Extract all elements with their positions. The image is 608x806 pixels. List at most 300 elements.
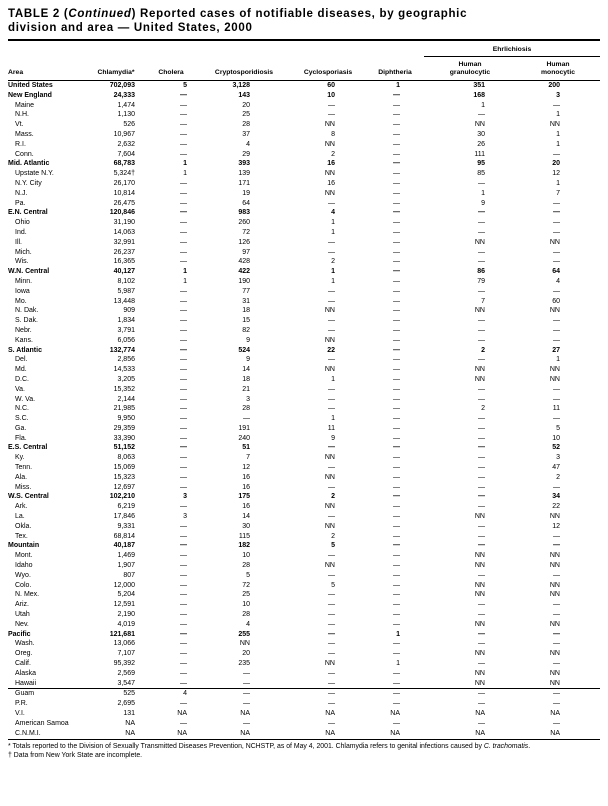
cell-value: — [180, 219, 187, 227]
cell-value: 1 [331, 277, 335, 285]
cell-value: — [328, 571, 335, 579]
cell-value: — [180, 238, 187, 246]
table-row [8, 385, 600, 395]
cell-value: — [478, 326, 485, 334]
cell-value: NN [324, 503, 335, 511]
cell-value: — [393, 640, 400, 648]
cell-value: 2,144 [117, 395, 135, 403]
cell-value: 168 [473, 91, 485, 99]
cell-value: 175 [238, 493, 250, 501]
col-header-cryptosporidiosis: Cryptosporidiosis [198, 57, 290, 81]
table-row [8, 277, 600, 287]
cell-value: NN [239, 640, 250, 648]
cell-value: 702,093 [109, 82, 135, 89]
cell-value: — [393, 620, 400, 628]
cell-value: 2,632 [117, 140, 135, 148]
area-label: P.R. [15, 700, 28, 708]
cell-value: 77 [242, 287, 250, 295]
area-label: Mountain [8, 542, 40, 550]
cell-value: 102,210 [109, 493, 135, 501]
cell-value: — [328, 611, 335, 619]
cell-value: — [553, 571, 560, 579]
title-continued: Continued [68, 8, 132, 20]
cell-value: — [393, 336, 400, 344]
cell-value: — [180, 179, 187, 187]
table-row [8, 287, 600, 297]
area-label: Nebr. [15, 326, 32, 334]
area-label: Wash. [15, 640, 35, 648]
area-label: N. Dak. [15, 307, 39, 315]
cell-value: — [516, 689, 600, 699]
cell-value: NN [324, 454, 335, 462]
area-label: Iowa [15, 287, 30, 295]
area-label: Idaho [15, 562, 33, 570]
cell-value: — [478, 522, 485, 530]
cell-value: NN [474, 669, 485, 677]
cell-value: NN [549, 650, 560, 658]
area-label: Hawaii [15, 679, 37, 687]
table-row [8, 150, 600, 160]
cell-value: 3,205 [117, 375, 135, 383]
cell-value: NA [390, 729, 400, 737]
cell-value: — [393, 562, 400, 570]
table-row [8, 110, 600, 120]
cell-value: 14,533 [113, 366, 135, 374]
cell-value: — [180, 405, 187, 413]
area-label: Ala. [15, 473, 28, 481]
area-label: Miss. [15, 483, 32, 491]
area-label: Mass. [15, 130, 34, 138]
cell-value: 1 [556, 140, 560, 148]
cell-value: 82 [242, 326, 250, 334]
area-label: Kans. [15, 336, 33, 344]
cell-value: — [478, 532, 485, 540]
cell-value: — [478, 317, 485, 325]
cell-value: 7,604 [117, 150, 135, 158]
cell-value: 27 [552, 346, 560, 354]
cell-value: 1 [556, 130, 560, 138]
table-row [8, 492, 600, 502]
cell-value: — [393, 111, 400, 119]
cell-value: — [393, 160, 400, 168]
cell-value: 5 [331, 581, 335, 589]
cell-value: NN [324, 121, 335, 129]
cell-value: — [180, 464, 187, 472]
cell-value: NN [324, 366, 335, 374]
area-label: W. Va. [15, 395, 36, 403]
cell-value: — [478, 444, 485, 452]
cell-value: 18 [242, 307, 250, 315]
cell-value: 393 [238, 160, 250, 168]
cell-value: — [180, 434, 187, 442]
cell-value: — [180, 454, 187, 462]
cell-value: 86 [477, 268, 485, 276]
cell-value: 2 [556, 473, 560, 481]
cell-value: — [393, 513, 400, 521]
cell-value: — [478, 248, 485, 256]
cell-value: — [180, 581, 187, 589]
cell-value: — [180, 552, 187, 560]
cell-value: — [328, 650, 335, 658]
cell-value: 10,967 [113, 130, 135, 138]
cell-value: 95 [477, 160, 485, 168]
cell-value: 31 [242, 297, 250, 305]
cell-value: NN [474, 620, 485, 628]
table-row [8, 483, 600, 493]
footnotes [8, 742, 600, 760]
area-label: D.C. [15, 375, 29, 383]
area-label: Alaska [15, 669, 37, 677]
cell-value: 1 [331, 219, 335, 227]
cell-value: — [180, 522, 187, 530]
cell-value: 60 [327, 82, 335, 89]
cell-value: 22 [552, 503, 560, 511]
cell-value: 1 [331, 375, 335, 383]
cell-value: — [553, 219, 560, 227]
cell-value: 2 [331, 258, 335, 266]
cell-value: NA [475, 710, 485, 717]
cell-value: — [393, 444, 400, 452]
cell-value: 10 [552, 434, 560, 442]
area-label: Mich. [15, 248, 32, 256]
cell-value: 3 [183, 513, 187, 521]
cell-value: — [478, 356, 485, 364]
title-line2: division and area — United States, 2000 [8, 22, 253, 34]
cell-value: 422 [238, 268, 250, 276]
cell-value: 5,204 [117, 591, 135, 599]
table-row [8, 729, 600, 739]
cell-value: 1 [556, 356, 560, 364]
col-header-line: Human [546, 61, 570, 68]
area-label: N.Y. City [15, 179, 42, 187]
cell-value: 12,697 [113, 483, 135, 491]
table-row [8, 248, 600, 258]
cell-value: — [180, 503, 187, 511]
cell-value: — [553, 415, 560, 423]
cell-value: — [180, 395, 187, 403]
cell-value: 4 [331, 209, 335, 217]
cell-value: — [180, 483, 187, 491]
cell-value: 95,392 [113, 660, 135, 668]
cell-value: — [393, 454, 400, 462]
cell-value: — [393, 552, 400, 560]
cell-value: 12 [552, 170, 560, 178]
table-row [8, 228, 600, 238]
title-suffix: ) Reported cases of notifiable diseases, by geographic [131, 8, 468, 20]
cell-value: — [328, 640, 335, 648]
cell-value: — [478, 542, 485, 550]
cell-value: — [553, 258, 560, 266]
cell-value: 26,475 [113, 199, 135, 207]
area-label: United States [8, 82, 53, 89]
cell-value: — [328, 719, 335, 727]
table-row [8, 199, 600, 209]
cell-value: — [180, 601, 187, 609]
area-label: Utah [15, 611, 30, 619]
title-rule [8, 39, 600, 41]
col-header-line: granulocytic [449, 69, 491, 76]
cell-value: 7 [481, 297, 485, 305]
cell-value: — [180, 297, 187, 305]
cell-value: 1 [556, 179, 560, 187]
cell-value: 51 [242, 444, 250, 452]
cell-value: — [180, 287, 187, 295]
cell-value: 8,063 [117, 454, 135, 462]
cell-value: NN [549, 581, 560, 589]
cell-value: 2 [481, 346, 485, 354]
cell-value: 120,846 [109, 209, 135, 217]
table-row [8, 336, 600, 346]
cell-value: 21,985 [113, 405, 135, 413]
cell-value: — [553, 542, 560, 550]
cell-value: — [328, 111, 335, 119]
cell-value: — [478, 483, 485, 491]
cell-value: — [393, 611, 400, 619]
cell-value: 17,846 [113, 513, 135, 521]
cell-value: 1 [331, 268, 335, 276]
area-label: Mont. [15, 552, 33, 560]
cell-value: 18 [242, 375, 250, 383]
cell-value: 1,469 [117, 552, 135, 560]
cell-value: 85 [477, 170, 485, 178]
cell-value: — [393, 719, 400, 727]
cell-value: — [366, 689, 424, 699]
cell-value: 1 [331, 415, 335, 423]
cell-value: 4 [556, 277, 560, 285]
cell-value: — [393, 317, 400, 325]
table-row [8, 120, 600, 130]
table-row [8, 267, 600, 277]
cell-value: 47 [552, 464, 560, 472]
cell-value: 64 [242, 199, 250, 207]
cell-value: — [553, 601, 560, 609]
cell-value: 4 [246, 620, 250, 628]
cell-value: — [180, 444, 187, 452]
cell-value: 5 [331, 542, 335, 550]
cell-value: 16 [327, 160, 335, 168]
cell-value: 7 [556, 189, 560, 197]
cell-value: NN [474, 307, 485, 315]
cell-value: 29 [242, 150, 250, 158]
cell-value: — [553, 385, 560, 393]
area-label: W.N. Central [8, 268, 50, 276]
table-row [8, 581, 600, 591]
cell-value: 5 [556, 424, 560, 432]
area-label: N.C. [15, 405, 29, 413]
cell-value: NN [474, 375, 485, 383]
cell-value: — [478, 415, 485, 423]
cell-value: 16 [242, 503, 250, 511]
cell-value: — [478, 493, 485, 501]
cell-value: — [393, 91, 400, 99]
cell-value: 12 [552, 522, 560, 530]
table-row [8, 600, 600, 610]
cell-value: 31,190 [113, 219, 135, 227]
cell-value: — [180, 228, 187, 236]
area-label: C.N.M.I. [15, 729, 41, 737]
cell-value: 2 [481, 405, 485, 413]
area-label: R.I. [15, 140, 26, 148]
cell-value: — [393, 121, 400, 129]
cell-value: — [328, 199, 335, 207]
cell-value: — [180, 307, 187, 315]
col-header-human-monocytic [516, 57, 600, 81]
cell-value: 8,102 [117, 277, 135, 285]
col-header-line: monocytic [541, 69, 575, 76]
cell-value: NN [474, 513, 485, 521]
table-row [8, 649, 600, 659]
cell-value: 5,987 [117, 287, 135, 295]
cell-value: 6,219 [117, 503, 135, 511]
area-label: Pa. [15, 199, 26, 207]
cell-value: NA [325, 729, 335, 737]
cell-value: — [180, 571, 187, 579]
cell-value: — [553, 150, 560, 158]
cell-value: — [180, 356, 187, 364]
table-row [8, 590, 600, 600]
area-label: Del. [15, 356, 28, 364]
cell-value: 7 [246, 454, 250, 462]
cell-value: 139 [238, 170, 250, 178]
cell-value: — [478, 179, 485, 187]
cell-value: — [393, 268, 400, 276]
cell-value: 28 [242, 405, 250, 413]
cell-value: — [243, 719, 250, 727]
cell-value: — [553, 228, 560, 236]
area-label: Ark. [15, 503, 28, 511]
cell-value: — [478, 424, 485, 432]
cell-value: NN [324, 473, 335, 481]
col-header-area: Area [8, 57, 88, 81]
cell-value: — [180, 91, 187, 99]
cell-value: 8 [331, 130, 335, 138]
cell-value: 191 [238, 424, 250, 432]
cell-value: 1,474 [117, 101, 135, 109]
cell-value: NA [475, 729, 485, 737]
table-row [8, 355, 600, 365]
cell-value: 526 [123, 121, 135, 129]
cell-value: 11 [327, 424, 335, 432]
cell-value: — [393, 258, 400, 266]
area-label: Ill. [15, 238, 22, 246]
table-row [8, 502, 600, 512]
cell-value: — [393, 248, 400, 256]
footnote-text-end: . [528, 743, 531, 751]
cell-value: — [393, 219, 400, 227]
cell-value: — [393, 650, 400, 658]
cell-value: — [478, 464, 485, 472]
table-row [8, 257, 600, 267]
cell-value: 10 [242, 601, 250, 609]
cell-value: 72 [242, 581, 250, 589]
cell-value: — [478, 111, 485, 119]
cell-value: NN [549, 669, 560, 677]
cell-value: — [478, 503, 485, 511]
cell-value: 26,237 [113, 248, 135, 256]
cell-value: 16 [242, 483, 250, 491]
area-label: Ariz. [15, 601, 29, 609]
area-label: Okla. [15, 522, 32, 530]
table-row [8, 238, 600, 248]
cell-value: NN [549, 562, 560, 570]
cell-value: 25 [242, 591, 250, 599]
cell-value: — [553, 640, 560, 648]
cell-value: 15 [242, 317, 250, 325]
cell-value: — [478, 228, 485, 236]
cell-value: — [243, 679, 250, 687]
cell-value: — [328, 591, 335, 599]
area-label: W.S. Central [8, 493, 49, 501]
cell-value: — [180, 620, 187, 628]
cell-value: — [393, 542, 400, 550]
cell-value: 5 [183, 82, 187, 89]
area-label: N.J. [15, 189, 28, 197]
footnote-text: Data from New York State are incomplete. [13, 752, 143, 760]
table-row [8, 473, 600, 483]
cell-value: 60 [552, 297, 560, 305]
table-row [8, 522, 600, 532]
cell-value: — [478, 719, 485, 727]
cell-value: 983 [238, 209, 250, 217]
cell-value: — [180, 650, 187, 658]
cell-value: — [180, 336, 187, 344]
cell-value: — [478, 209, 485, 217]
cell-value: — [478, 385, 485, 393]
cell-value: — [393, 493, 400, 501]
cell-value: — [180, 258, 187, 266]
cell-value: — [180, 189, 187, 197]
table-row [8, 326, 600, 336]
area-label: Conn. [15, 150, 34, 158]
cell-value: — [180, 199, 187, 207]
cell-value: 10,814 [113, 189, 135, 197]
cell-value: 260 [238, 219, 250, 227]
cell-value: — [180, 700, 187, 708]
cell-value: NN [474, 591, 485, 599]
table-row [8, 297, 600, 307]
cell-value: 3 [556, 454, 560, 462]
cell-value: 28 [242, 611, 250, 619]
cell-value: NN [549, 238, 560, 246]
cell-value: — [328, 395, 335, 403]
table-row [8, 101, 600, 111]
cell-value: — [328, 552, 335, 560]
cell-value: — [328, 601, 335, 609]
cell-value: 12 [242, 464, 250, 472]
cell-value: NN [474, 238, 485, 246]
cell-value: — [180, 630, 187, 638]
area-label: Ky. [15, 454, 25, 462]
cell-value: — [478, 287, 485, 295]
cell-value: NN [549, 591, 560, 599]
notifiable-diseases-table [8, 42, 600, 738]
cell-value: — [478, 571, 485, 579]
cell-value: 32,991 [113, 238, 135, 246]
cell-value: — [393, 238, 400, 246]
cell-value: 143 [238, 91, 250, 99]
cell-value: 9,331 [117, 522, 135, 530]
cell-value: 200 [548, 82, 560, 89]
cell-value: — [180, 248, 187, 256]
cell-value: NN [474, 121, 485, 129]
cell-value: — [328, 620, 335, 628]
cell-value: 235 [238, 660, 250, 668]
cell-value: NN [549, 366, 560, 374]
cell-value: — [393, 669, 400, 677]
area-label: Oreg. [15, 650, 33, 658]
title-prefix: TABLE 2 ( [8, 8, 69, 20]
cell-value: 171 [238, 179, 250, 187]
